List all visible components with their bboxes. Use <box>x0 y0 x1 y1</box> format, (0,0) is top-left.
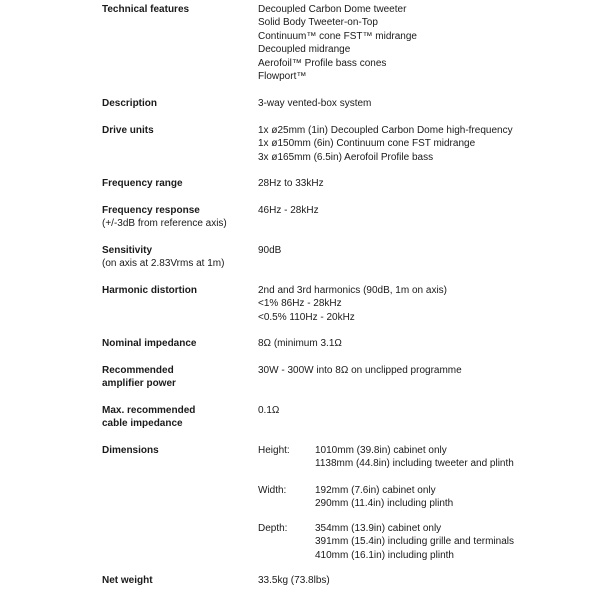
dimension-height-values: 1010mm (39.8in) cabinet only 1138mm (44.8in) including tweeter and plinth <box>315 445 514 470</box>
spec-value-harmonic-distortion: 2nd and 3rd harmonics (90dB, 1m on axis) <1% 86Hz - 28kHz <0.5% 110Hz - 20kHz <box>258 285 447 323</box>
spec-label-sensitivity: Sensitivity (on axis at 2.83Vrms at 1m) <box>102 244 252 271</box>
spec-label-description: Description <box>102 98 158 109</box>
feature-line: Aerofoil™ Profile bass cones <box>258 57 387 69</box>
spec-value-sensitivity: 90dB <box>258 245 282 256</box>
dimension-height-label: Height: <box>258 445 290 456</box>
spec-value-net-weight: 33.5kg (73.8lbs) <box>258 575 330 586</box>
feature-line: Flowport™ <box>258 71 307 83</box>
spec-label-max-cable-impedance: Max. recommended cable impedance <box>102 405 196 430</box>
feature-line: Solid Body Tweeter-on-Top <box>258 17 378 29</box>
spec-note-sensitivity: (on axis at 2.83Vrms at 1m) <box>102 258 225 270</box>
dimension-width-label: Width: <box>258 485 287 496</box>
spec-value-max-cable-impedance: 0.1Ω <box>258 405 280 416</box>
spec-note-frequency-response: (+/-3dB from reference axis) <box>102 218 227 230</box>
spec-value-drive-units: 1x ø25mm (1in) Decoupled Carbon Dome high-frequency 1x ø150mm (6in) Continuum cone FST midrange 3x ø165mm (6.5in) Aerofoil Profile bass <box>258 125 513 163</box>
spec-label-net-weight: Net weight <box>102 575 153 586</box>
spec-label-nominal-impedance: Nominal impedance <box>102 338 197 349</box>
feature-line: Decoupled Carbon Dome tweeter <box>258 4 407 15</box>
spec-value-frequency-range: 28Hz to 33kHz <box>258 178 324 189</box>
spec-value-description: 3-way vented-box system <box>258 98 372 109</box>
spec-label-technical-features: Technical features <box>102 4 190 15</box>
spec-label-drive-units: Drive units <box>102 125 154 136</box>
spec-label-recommended-amplifier-power: Recommended amplifier power <box>102 365 176 390</box>
dimension-depth-label: Depth: <box>258 523 288 534</box>
spec-label-frequency-response: Frequency response (+/-3dB from reference axis) <box>102 204 252 231</box>
spec-label-frequency-range: Frequency range <box>102 178 183 189</box>
spec-value-technical-features <box>258 3 588 83</box>
dimension-width-values: 192mm (7.6in) cabinet only 290mm (11.4in) including plinth <box>315 485 454 510</box>
spec-value-nominal-impedance: 8Ω (minimum 3.1Ω <box>258 338 342 349</box>
dimension-depth-values: 354mm (13.9in) cabinet only 391mm (15.4in) including grille and terminals 410mm (16.1in) including plinth <box>315 523 514 561</box>
spec-value-frequency-response: 46Hz - 28kHz <box>258 205 319 216</box>
feature-line: Decoupled midrange <box>258 44 351 56</box>
feature-line: Continuum™ cone FST™ midrange <box>258 30 417 42</box>
spec-label-harmonic-distortion: Harmonic distortion <box>102 285 198 296</box>
spec-value-recommended-amplifier-power: 30W - 300W into 8Ω on unclipped programme <box>258 365 462 376</box>
spec-label-dimensions: Dimensions <box>102 445 159 456</box>
